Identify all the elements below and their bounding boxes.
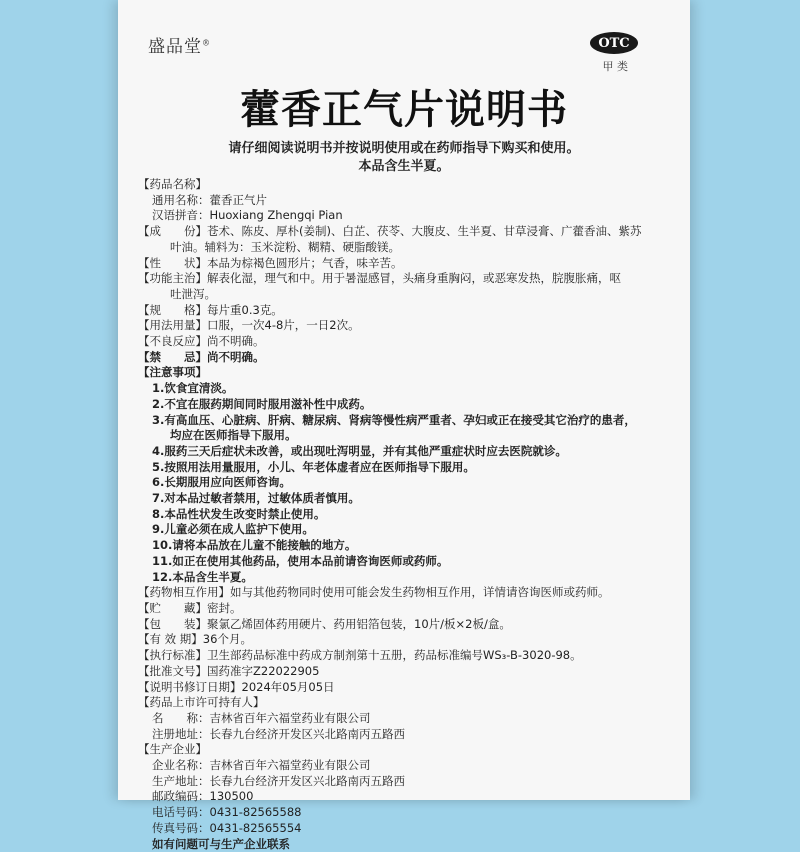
leaflet-line: 4.服药三天后症状未改善，或出现吐泻明显，并有其他严重症状时应去医院就诊。 [152, 443, 567, 458]
leaflet-line: 【贮 藏】密封。 [138, 600, 242, 615]
leaflet-line: 叶油。辅料为：玉米淀粉、糊精、硬脂酸镁。 [170, 239, 400, 254]
leaflet-sheet [118, 0, 690, 851]
leaflet-line: 生产地址：长春九台经济开发区兴北路南丙五路西 [152, 773, 405, 788]
leaflet-line: 【不良反应】尚不明确。 [138, 334, 265, 349]
leaflet-line: 8.本品性状发生改变时禁止使用。 [152, 506, 326, 521]
leaflet-line: 9.儿童必须在成人监护下使用。 [152, 522, 314, 537]
brand-name: 盛品堂 [148, 37, 202, 57]
brand-logo [148, 32, 211, 57]
leaflet-line: 吐泄泻。 [170, 286, 216, 301]
leaflet-line: 企业名称：吉林省百年六福堂药业有限公司 [152, 758, 371, 773]
leaflet-line: 【包 装】聚氯乙烯固体药用硬片、药用铝箔包装，10片/板×2板/盒。 [138, 616, 511, 631]
leaflet-line: 【有 效 期】36个月。 [138, 632, 252, 647]
leaflet-line: 通用名称：藿香正气片 [152, 192, 267, 207]
leaflet-body [138, 177, 678, 852]
leaflet-line: 3.有高血压、心脏病、肝病、糖尿病、肾病等慢性病严重者、孕妇或正在接受其它治疗的患者， [152, 412, 636, 427]
leaflet-line: 汉语拼音：Huoxiang Zhengqi Pian [152, 208, 343, 223]
leaflet-line: 7.对本品过敏者禁用，过敏体质者慎用。 [152, 491, 360, 506]
leaflet-line: 【说明书修订日期】2024年05月05日 [138, 679, 335, 694]
leaflet-line: 注册地址：长春九台经济开发区兴北路南丙五路西 [152, 726, 405, 741]
leaflet-line: 10.请将本品放在儿童不能接触的地方。 [152, 538, 357, 553]
leaflet-line: 【批准文号】国药准字Z22022905 [138, 663, 320, 678]
leaflet-line: 【规 格】每片重0.3克。 [138, 302, 283, 317]
leaflet-line: 5.按照用法用量服用，小儿、年老体虚者应在医师指导下服用。 [152, 459, 475, 474]
leaflet-line: 传真号码：0431-82565554 [152, 820, 302, 835]
leaflet-line: 【药物相互作用】如与其他药物同时使用可能会发生药物相互作用，详情请咨询医师或药师。 [138, 585, 610, 600]
leaflet-line: 【执行标准】卫生部药品标准中药成方制剂第十五册，药品标准编号WS₃-B-3020-98。 [138, 648, 582, 663]
otc-class-label: 甲 类 [602, 60, 628, 73]
page-title: 藿香正气片说明书 [240, 87, 568, 133]
leaflet-line: 邮政编码：130500 [152, 789, 254, 804]
leaflet-line: 如有问题可与生产企业联系 [152, 836, 290, 851]
leaflet-line: 【用法用量】口服，一次4-8片，一日2次。 [138, 318, 360, 333]
leaflet-line: 【注意事项】 [138, 365, 207, 380]
registered-mark: ® [202, 38, 211, 48]
usage-notice: 请仔细阅读说明书并按说明使用或在药师指导下购买和使用。 [228, 141, 580, 156]
leaflet-line: 【药品名称】 [138, 177, 207, 191]
leaflet-line: 1.饮食宜清淡。 [152, 381, 234, 396]
leaflet-line: 11.如正在使用其他药品，使用本品前请咨询医师或药师。 [152, 553, 449, 568]
leaflet-line: 2.不宜在服药期间同时服用滋补性中成药。 [152, 396, 372, 411]
leaflet-line: 名 称：吉林省百年六福堂药业有限公司 [152, 710, 371, 725]
leaflet-line: 【生产企业】 [138, 742, 207, 757]
leaflet-line: 电话号码：0431-82565588 [152, 805, 302, 820]
leaflet-line: 【功能主治】解表化湿，理气和中。用于暑湿感冒，头痛身重胸闷，或恶寒发热，脘腹胀痛，呕 [138, 271, 621, 286]
leaflet-line: 均应在医师指导下服用。 [170, 428, 297, 443]
leaflet-line: 12.本品含生半夏。 [152, 569, 253, 584]
leaflet-line: 【禁 忌】尚不明确。 [138, 349, 265, 364]
leaflet-line: 【成 份】苍术、陈皮、厚朴(姜制)、白芷、茯苓、大腹皮、生半夏、甘草浸膏、广藿香油、紫苏 [138, 224, 642, 239]
header [118, 0, 690, 88]
leaflet-line: 【药品上市许可持有人】 [138, 695, 265, 710]
otc-badge-icon: OTC [590, 32, 638, 54]
leaflet-line: 【性 状】本品为棕褐色圆形片；气香，味辛苦。 [138, 255, 403, 270]
ingredient-notice: 本品含生半夏。 [358, 159, 450, 174]
leaflet-line: 6.长期服用应向医师咨询。 [152, 475, 291, 490]
